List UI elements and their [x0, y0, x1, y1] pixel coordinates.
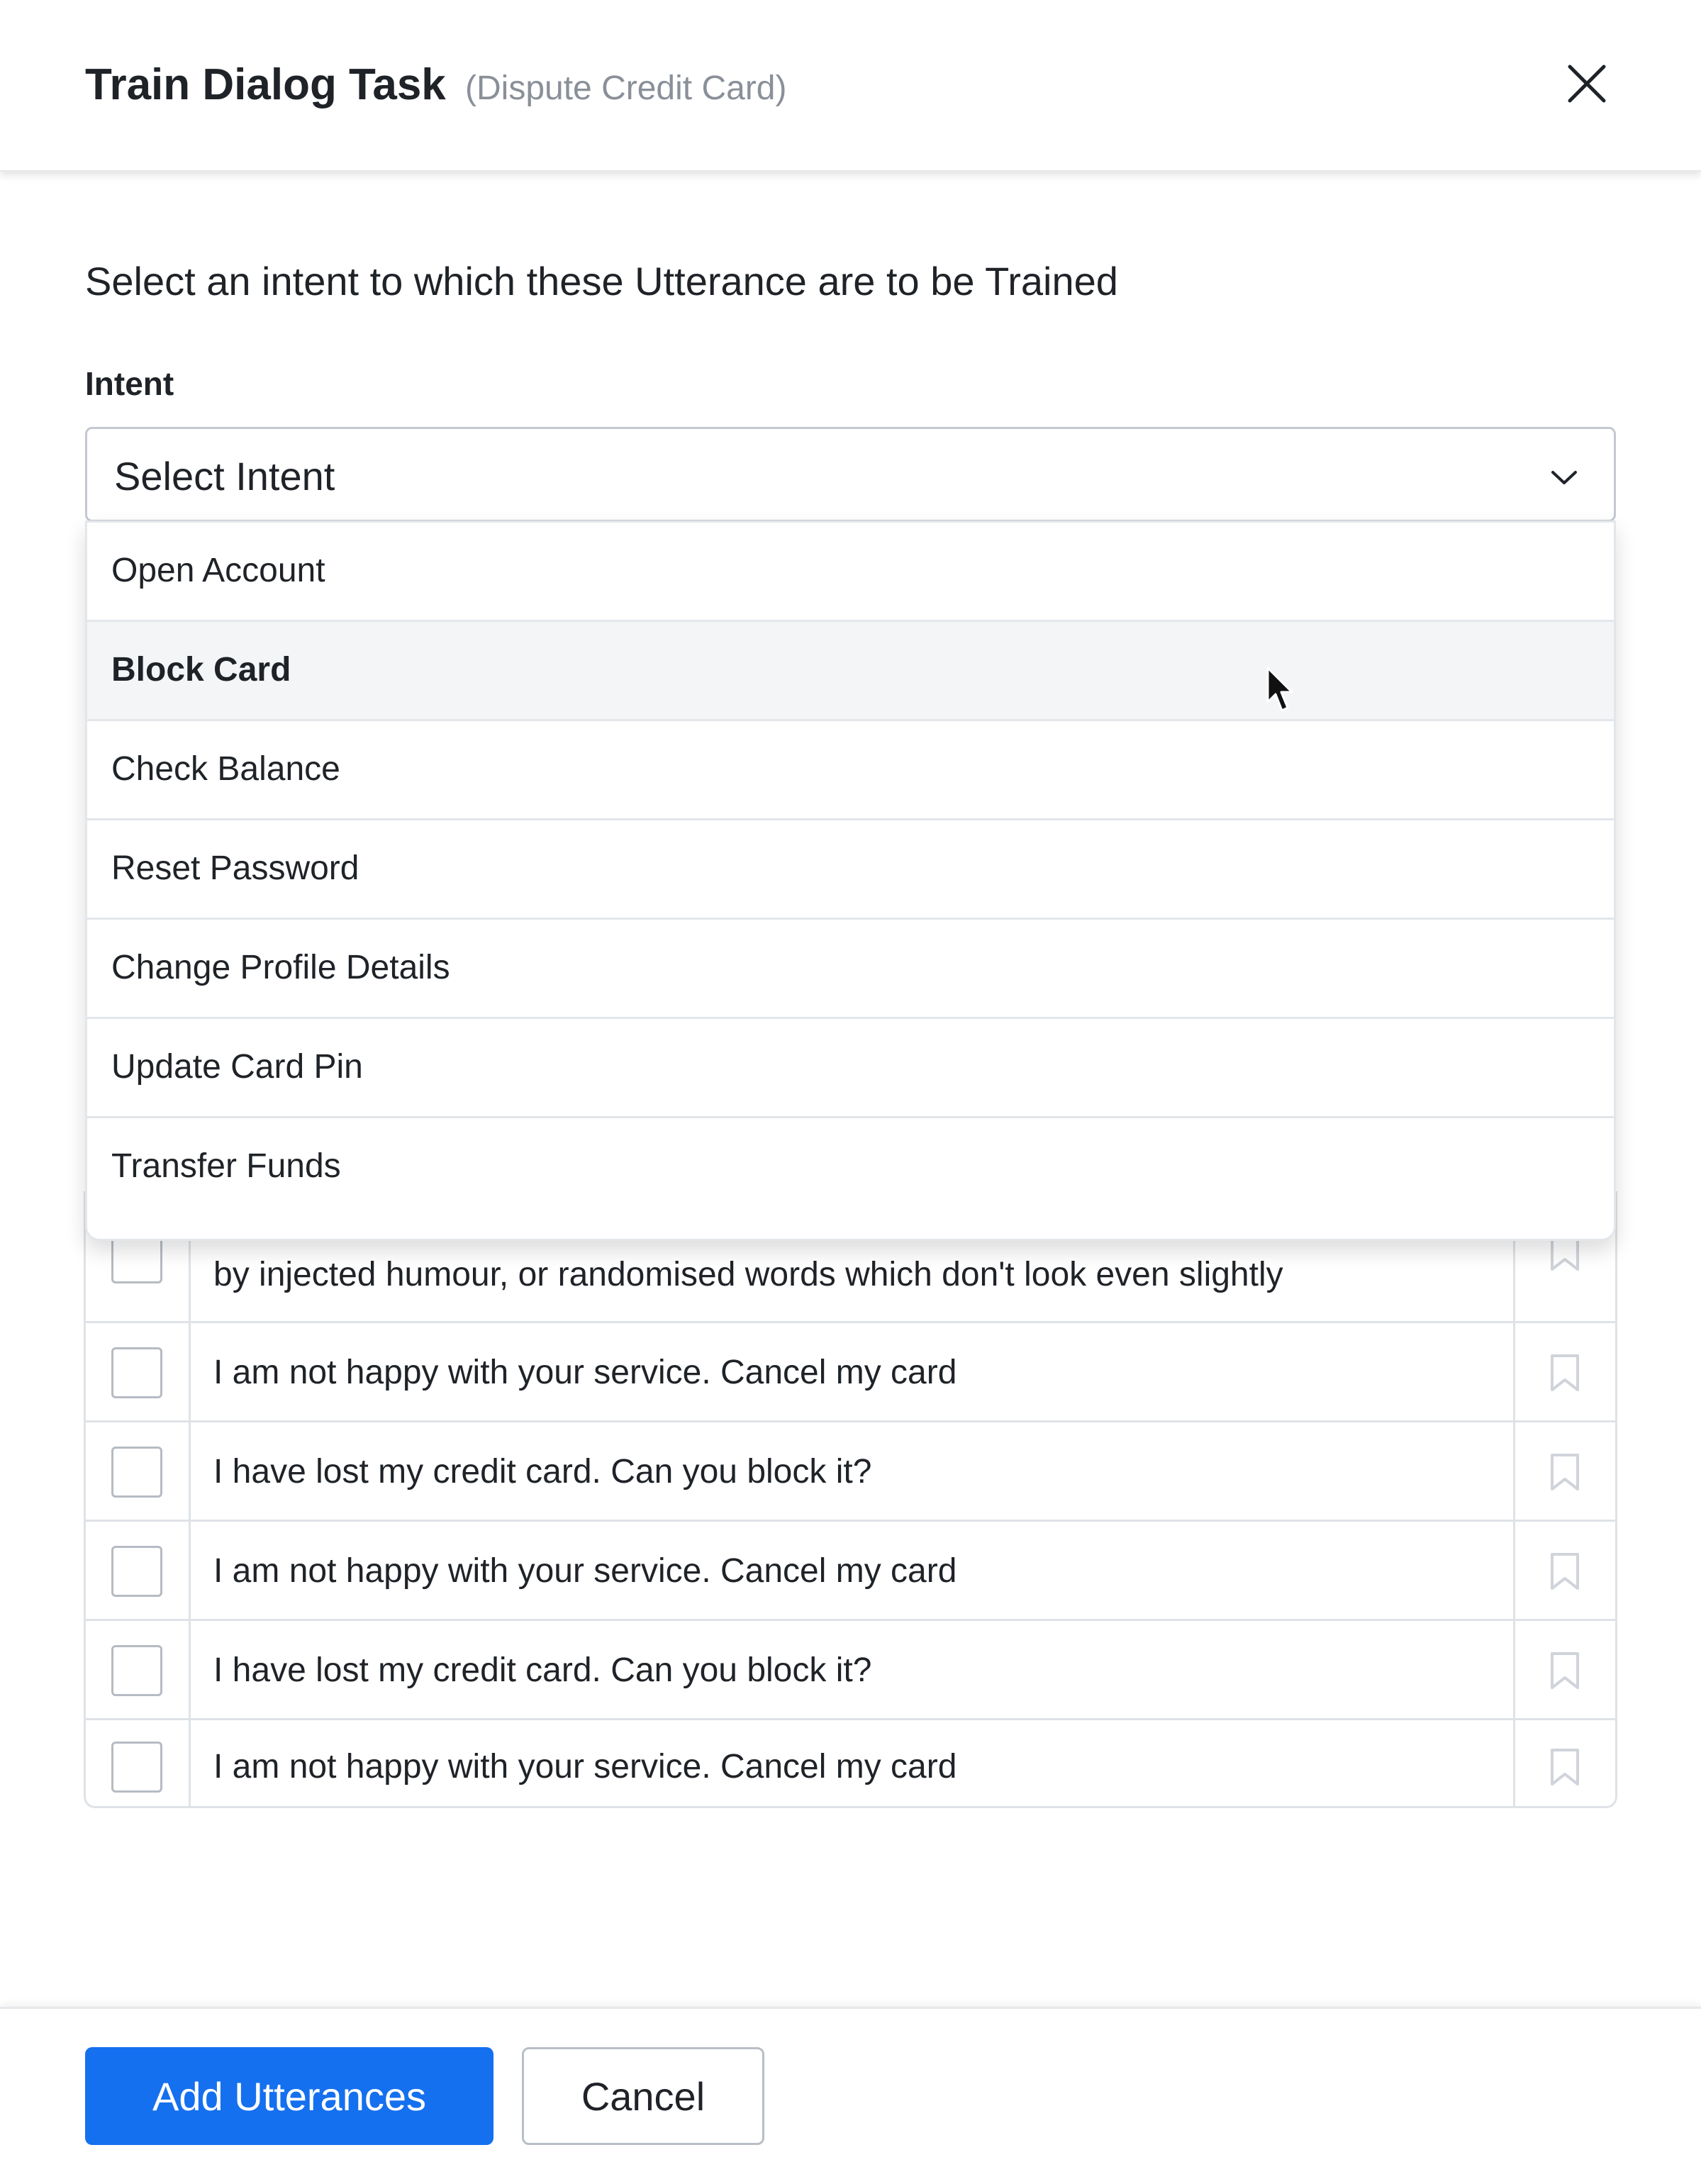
dialog-footer [0, 2007, 1701, 2184]
option-label: Block Card [111, 651, 291, 689]
intent-select-value: Select Intent [114, 454, 335, 498]
utterance-text: I am not happy with your service. Cancel my card [213, 1552, 957, 1590]
bookmark-icon[interactable] [1548, 1747, 1582, 1787]
row-checkbox[interactable] [111, 1742, 162, 1793]
dropdown-option-update-card-pin[interactable] [87, 1019, 1614, 1118]
bookmark-cell [1513, 1720, 1615, 1808]
option-label: Update Card Pin [111, 1048, 363, 1086]
checkbox-cell [86, 1323, 191, 1420]
mouse-pointer-icon [1265, 665, 1296, 716]
close-icon[interactable] [1563, 60, 1611, 108]
option-label: Open Account [111, 552, 325, 589]
utterance-table [84, 1191, 1617, 1808]
bookmark-cell [1513, 1522, 1615, 1619]
intent-label: Intent [85, 365, 174, 402]
option-label: Change Profile Details [111, 949, 450, 986]
table-row[interactable] [86, 1720, 1615, 1808]
checkbox-cell [86, 1422, 191, 1520]
add-utterances-button[interactable]: Add Utterances [85, 2047, 493, 2145]
intent-dropdown-menu [85, 520, 1616, 1241]
checkbox-cell [86, 1522, 191, 1619]
table-row[interactable] [86, 1323, 1615, 1422]
dropdown-option-block-card[interactable] [87, 622, 1614, 721]
bookmark-icon[interactable] [1548, 1551, 1582, 1591]
dropdown-option-reset-password[interactable] [87, 820, 1614, 920]
bookmark-cell [1513, 1422, 1615, 1520]
utterance-text: I have lost my credit card. Can you block it? [213, 1651, 872, 1689]
instruction-text: Select an intent to which these Utterance are to be Trained [85, 259, 1118, 303]
dropdown-option-change-profile-details[interactable] [87, 920, 1614, 1019]
option-label: Transfer Funds [111, 1147, 341, 1185]
row-checkbox[interactable] [111, 1447, 162, 1498]
intent-select[interactable] [85, 427, 1616, 522]
table-row[interactable] [86, 1522, 1615, 1621]
row-checkbox[interactable] [111, 1546, 162, 1597]
dropdown-option-check-balance[interactable] [87, 721, 1614, 820]
bookmark-cell [1513, 1621, 1615, 1718]
option-label: Check Balance [111, 750, 340, 788]
dropdown-option-transfer-funds[interactable] [87, 1118, 1614, 1241]
utterance-text: I am not happy with your service. Cancel my card [213, 1748, 957, 1785]
option-label: Reset Password [111, 849, 359, 887]
bookmark-cell [1513, 1323, 1615, 1420]
bookmark-icon[interactable] [1548, 1353, 1582, 1393]
checkbox-cell [86, 1621, 191, 1718]
dialog-title-text: Train Dialog Task [85, 60, 446, 109]
dialog-subtitle: (Dispute Credit Card) [465, 69, 787, 107]
chevron-down-icon[interactable] [1547, 460, 1581, 494]
cancel-button[interactable]: Cancel [522, 2047, 764, 2145]
utterance-text: I am not happy with your service. Cancel my card [213, 1354, 957, 1391]
bookmark-icon[interactable] [1548, 1452, 1582, 1492]
row-checkbox[interactable] [111, 1645, 162, 1696]
utterance-text: I have lost my credit card. Can you block it? [213, 1453, 872, 1491]
utterance-text: by injected humour, or randomised words which don't look even slightly [213, 1256, 1283, 1293]
table-row[interactable] [86, 1621, 1615, 1720]
dropdown-option-open-account[interactable] [87, 523, 1614, 622]
row-checkbox[interactable] [111, 1347, 162, 1398]
dialog-title [85, 60, 786, 110]
table-row[interactable] [86, 1422, 1615, 1522]
checkbox-cell [86, 1720, 191, 1808]
bookmark-icon[interactable] [1548, 1651, 1582, 1690]
dialog-header [0, 0, 1701, 172]
close-button[interactable] [1563, 60, 1611, 108]
